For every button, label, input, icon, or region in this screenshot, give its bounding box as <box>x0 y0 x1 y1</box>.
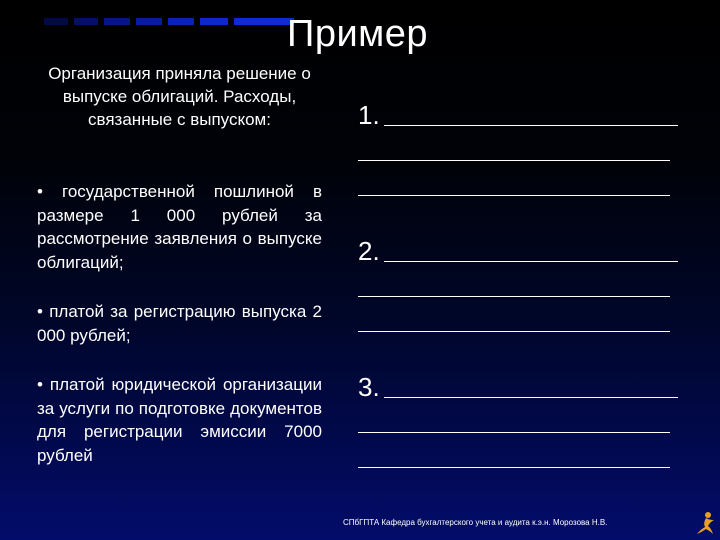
answer-blank-1 <box>358 98 678 203</box>
answer-underline <box>358 467 670 468</box>
answer-number: 3. <box>358 372 380 402</box>
bullet-state-fee: • государственной пошлиной в размере 1 000 рублей за рассмотрение заявления о выпуске облигаций; <box>37 182 322 272</box>
answer-underline <box>384 261 678 262</box>
answer-underline <box>358 331 670 332</box>
dancer-logo-icon <box>694 510 716 536</box>
answer-blank-2 <box>358 234 678 339</box>
answer-underline <box>384 397 678 398</box>
answer-underline <box>358 160 670 161</box>
answer-underline <box>358 195 670 196</box>
bullet-legal-services: • платой юридической организации за услуги по подготовке документов для регистрации эмиссии 7000 рублей <box>37 375 322 465</box>
decorative-top-bar <box>0 18 300 25</box>
intro-text: Организация приняла решение о выпуске облигаций. Расходы, связанные с выпуском: <box>48 64 311 129</box>
slide-title: Пример <box>287 13 429 55</box>
answer-underline <box>358 432 670 433</box>
answer-blank-3 <box>358 370 678 475</box>
answer-underline <box>358 296 670 297</box>
footer-credit: СПбГПТА Кафедра бухгалтерского учета и аудита к.э.н. Морозова Н.В. <box>343 518 608 527</box>
answer-number: 1. <box>358 100 380 130</box>
answer-number: 2. <box>358 236 380 266</box>
answer-underline <box>384 125 678 126</box>
bullet-registration-fee: • платой за регистрацию выпуска 2 000 рублей; <box>37 302 322 345</box>
